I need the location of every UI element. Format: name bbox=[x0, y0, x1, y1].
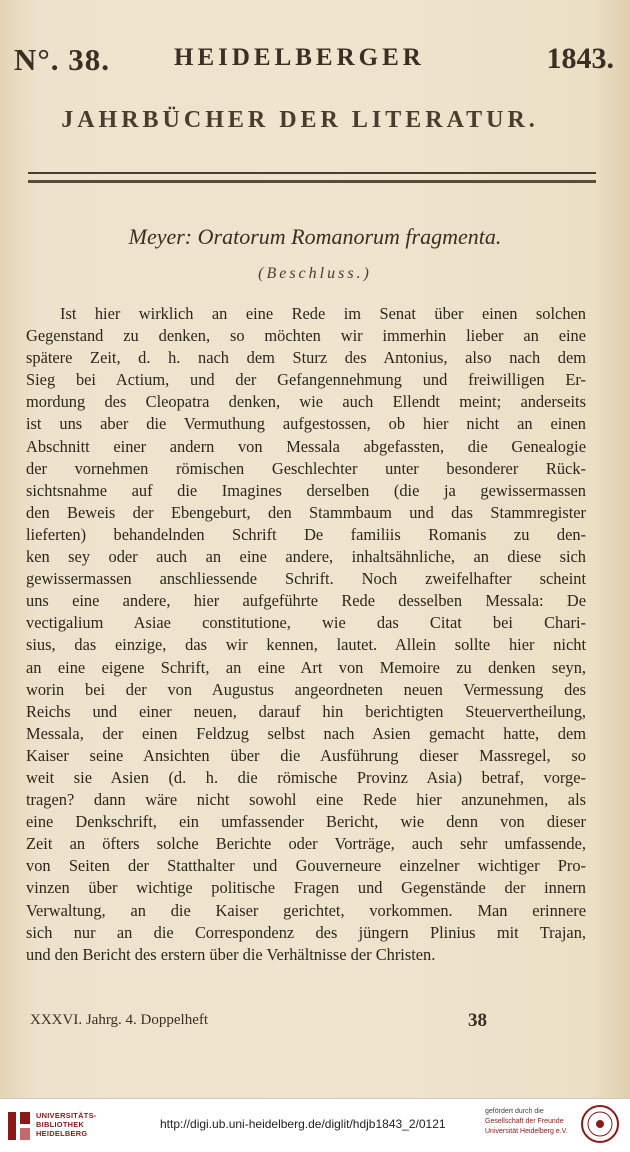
text-line: und den Bericht des erstern über die Verhältnisse der Christen. bbox=[26, 944, 436, 964]
text-line: sich nur an die Correspondenz des jüngern Plinius mit Trajan, bbox=[26, 922, 586, 942]
text-line: sichtsnahme auf die Imagines derselben (die ja gewissermassen bbox=[26, 480, 586, 500]
printer-signature: XXXVI. Jahrg. 4. Doppelheft bbox=[30, 1012, 209, 1028]
sponsor-note: gefördert durch die Gesellschaft der Freunde Universität Heidelberg e.V. bbox=[485, 1108, 568, 1135]
text-line: Sieg bei Actium, und der Gefangennehmung und freiwilligen Er- bbox=[26, 370, 586, 390]
text-line: worin bei der von Augustus angeordneten neuen Vermessung des bbox=[26, 679, 586, 699]
text-line: mordung des Cleopatra denken, wie auch Ellendt meint; anderseits bbox=[26, 392, 586, 412]
journal-subtitle: JAHRBÜCHER DER LITERATUR. bbox=[61, 107, 539, 133]
library-logo-icon bbox=[6, 1109, 32, 1143]
viewer-bottom-bar bbox=[0, 1098, 630, 1152]
text-line: weit sie Asien (d. h. die römische Provinz Asia) betraf, vorge- bbox=[26, 767, 586, 787]
text-line: ken sey oder auch an eine andere, inhaltsähnliche, an diese sich bbox=[26, 547, 586, 567]
text-line: ist uns aber die Vermuthung aufgestossen, ob hier nicht an einen bbox=[26, 414, 586, 434]
text-line: Verwaltung, an die Kaiser gerichtet, vorkommen. Man erinnere bbox=[26, 900, 586, 920]
article-note: (Beschluss.) bbox=[258, 265, 372, 282]
society-seal-icon bbox=[580, 1104, 620, 1144]
text-line: Messala, der einen Feldzug selbst nach Asien gemacht hatte, dem bbox=[26, 723, 586, 743]
text-line: Kaiser seine Ansichten über die Ausführung dieser Massregel, so bbox=[26, 745, 586, 765]
library-name: UNIVERSITÄTS- BIBLIOTHEK HEIDELBERG bbox=[36, 1111, 97, 1138]
source-url-link[interactable]: http://digi.ub.uni-heidelberg.de/diglit/hdjb1843_2/0121 bbox=[160, 1117, 446, 1131]
text-line: vectigalium Asiae constitutione, wie das Citat bei Chari- bbox=[26, 613, 586, 633]
text-line: uns eine andere, hier aufgeführte Rede desselben Messala: De bbox=[26, 591, 586, 611]
journal-name: HEIDELBERGER bbox=[174, 44, 425, 71]
text-line: von Seiten der Statthalter und Gouverneure einzelner wichtiger Pro- bbox=[26, 856, 586, 876]
masthead bbox=[14, 42, 614, 82]
text-line: Zeit an öfters solche Berichte oder Vorträge, auch sehr umfassende, bbox=[26, 834, 586, 854]
text-line: spätere Zeit, d. h. nach dem Sturz des Antonius, also nach dem bbox=[26, 348, 586, 368]
issue-number: N°. 38. bbox=[14, 42, 111, 77]
page-number: 38 bbox=[468, 1010, 487, 1031]
text-line: lieferten) behandelnden Schrift De familiis Romanis zu den- bbox=[26, 524, 586, 544]
text-line: gewissermassen anschliessende Schrift. Noch zweifelhafter scheint bbox=[26, 569, 586, 589]
text-line: an eine eigene Schrift, an eine Art von Memoire zu denken seyn, bbox=[26, 657, 586, 677]
text-line: eine Denkschrift, ein umfassender Bericht, wie denn von dieser bbox=[26, 812, 586, 832]
year: 1843. bbox=[546, 42, 614, 75]
text-line: den Beweis der Ebengeburt, den Stammbaum und das Stammregister bbox=[26, 502, 586, 522]
text-line: tragen? dann wäre nicht sowohl eine Rede hier anzunehmen, als bbox=[26, 790, 586, 810]
text-line: der vornehmen römischen Geschlechter unter besonderer Rück- bbox=[26, 458, 586, 478]
text-line: sius, das einzige, das wir kennen, lautet. Allein sollte hier nicht bbox=[26, 635, 586, 655]
article-body bbox=[26, 303, 586, 966]
text-line: vinzen über wichtige politische Fragen und Gegenstände der innern bbox=[26, 878, 586, 898]
text-line: Ist hier wirklich an eine Rede im Senat über einen solchen bbox=[60, 304, 586, 323]
header-rule bbox=[28, 172, 596, 183]
text-line: Reichs und einer neuen, darauf hin berichtigten Steuervertheilung, bbox=[26, 701, 586, 721]
text-line: Abschnitt einer andern von Messala abgefassten, die Genealogie bbox=[26, 436, 586, 456]
article-title: Meyer: Oratorum Romanorum fragmenta. bbox=[128, 224, 502, 249]
text-line: Gegenstand zu denken, so möchten wir immerhin lieber an eine bbox=[26, 326, 586, 346]
